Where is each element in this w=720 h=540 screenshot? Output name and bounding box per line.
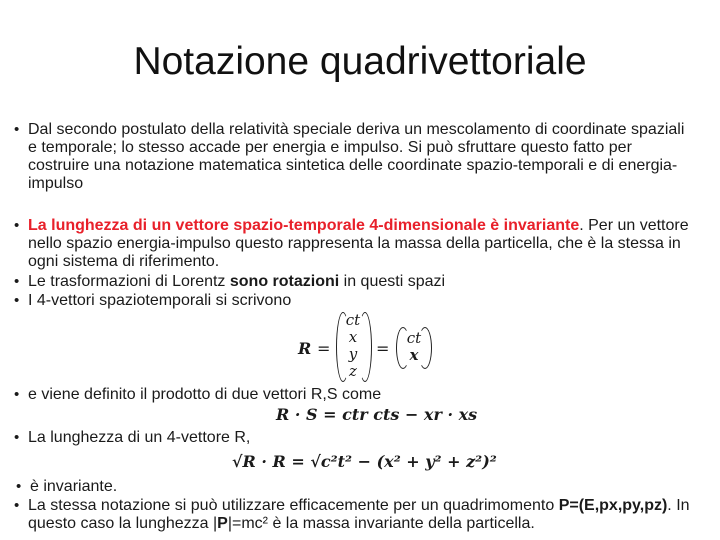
quadri-pre: La stessa notazione si può utilizzare efficacemente per un quadrimomento bbox=[28, 497, 559, 514]
paragraph-intro-text: Dal secondo postulato della relatività speciale deriva un mescolamento di coordinate spaziali e temporale; lo stesso accade per energia e impulso. Si può sfruttare questo fatto per costruire una notazione matematica sintetica delle coordinate spazio-temporali e di energia-impulso bbox=[28, 121, 685, 192]
equation-scalar-product: R · S = ctr cts − xr · xs bbox=[276, 405, 478, 424]
eq1-equals-2: = bbox=[376, 339, 390, 358]
quadri-mid: . In questo caso la lunghezza | bbox=[28, 497, 690, 532]
eq1-paren-right-2 bbox=[418, 327, 432, 369]
quadri-post: |=mc² è la massa invariante della particella. bbox=[227, 515, 535, 532]
equation-length: √R · R = √c²t² − (x² + y² + z²)² bbox=[232, 452, 497, 471]
product-text: e viene definito il prodotto di due vettori R,S come bbox=[28, 386, 382, 403]
lorentz-bold: sono rotazioni bbox=[229, 273, 340, 290]
4vectors-text: I 4-vettori spaziotemporali si scrivono bbox=[28, 292, 292, 309]
paragraph-length bbox=[28, 429, 688, 447]
invariant-text: è invariante. bbox=[30, 478, 118, 495]
lorentz-pre: Le trasformazioni di Lorentz bbox=[28, 273, 230, 290]
slide-title: Notazione quadrivettoriale bbox=[133, 40, 587, 83]
paragraph-product bbox=[28, 386, 688, 404]
eq1-equals-1: = bbox=[317, 339, 331, 358]
invariance-explanation: . Per un vettore nello spazio energia-impulso questo rappresenta la massa della particella, che è la stessa in ogni sistema di riferimento. bbox=[28, 217, 689, 270]
paragraph-4vectors bbox=[28, 292, 688, 310]
eq1-paren-right-1 bbox=[358, 312, 372, 382]
eq1-col1-entry: ct bbox=[345, 311, 361, 329]
eq1-col2-entry: ct bbox=[406, 329, 422, 347]
eq1-col1-entry: y bbox=[348, 345, 358, 363]
length-text: La lunghezza di un 4-vettore R, bbox=[28, 429, 251, 446]
paragraph-lorentz bbox=[28, 273, 688, 291]
eq1-col1-entry: z bbox=[349, 362, 357, 380]
paragraph-quadrimomentum bbox=[28, 497, 698, 533]
invariance-statement: La lunghezza di un vettore spazio-temporale 4-dimensionale è invariante bbox=[28, 217, 580, 234]
quadri-bold2: P bbox=[217, 515, 228, 532]
paragraph-invariance bbox=[28, 217, 698, 271]
lorentz-post: in questi spazi bbox=[339, 273, 446, 290]
eq1-lhs: R bbox=[298, 339, 312, 358]
paragraph-invariant bbox=[30, 478, 690, 496]
eq1-col2-entry: x bbox=[409, 346, 419, 364]
eq1-col1-entry: x bbox=[348, 328, 358, 346]
paragraph-intro bbox=[28, 121, 688, 193]
quadri-bold: P=(E,px,py,pz) bbox=[558, 497, 668, 514]
